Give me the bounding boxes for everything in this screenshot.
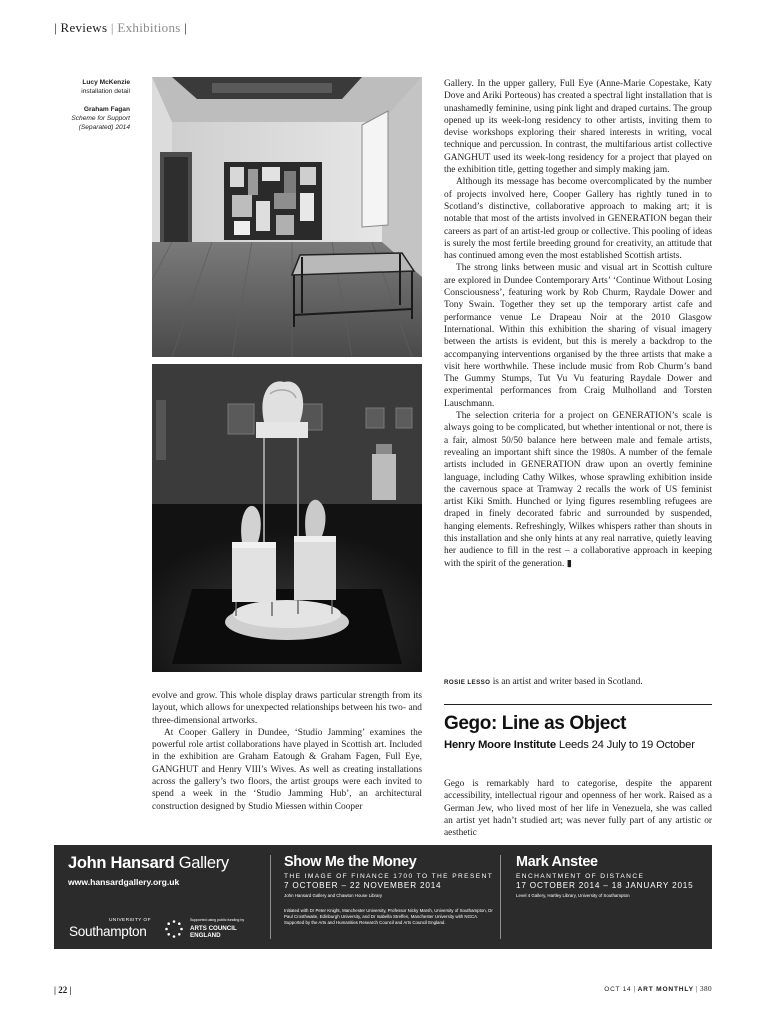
sculpture-photo bbox=[152, 364, 422, 672]
gallery-advert bbox=[54, 845, 712, 949]
article-paragraph: The strong links between music and visual art in Scottish culture are explored in Dundee Contemporary Arts’ ‘Continue Without Losing Consciousness’, featuring work by Rob Churm, Raydale Dower and Tony Swain. Together they set up the temporary artist cafe and performance venue Le Drapeau Noir at the 2010 Glasgow International. Within this exhibition the sharing of visual imagery between the artists is evident, but this is merely a backdrop to the accompanying interventions organised by the three artists that make a visit here worthwhile. These include music from Rob Churm’s band The Gummy Stumps, Tut Vu Vu featuring Raydale Dower and experimental performances from Craig Mulholland and Torsten Lauschmann. bbox=[444, 263, 712, 409]
page-footer bbox=[604, 985, 712, 993]
article-paragraph: At Cooper Gallery in Dundee, ‘Studio Jamming’ examines the powerful role artist collaborations have played in Scottish art. Included in the exhibition are Graham Eatough & Graham Fagen, Full Eye, GANGHUT and Henry VIII’s Wives. As well as creating installations across the gallery’s two floors, the artist groups were each invited to spend a week in the ‘Studio Jamming Hub’, an architectural construction designed by Studio Miessen within Cooper bbox=[152, 727, 422, 812]
article-paragraph: evolve and grow. This whole display draws particular strength from its layout, which allows for unexpected relationships between his two- and three-dimensional artworks. bbox=[152, 691, 422, 726]
caption-artist: Graham Fagan bbox=[83, 106, 130, 113]
advert-show-title: Show Me the Money bbox=[284, 854, 417, 870]
caption-work-title: Scheme for Support bbox=[71, 115, 130, 122]
magazine-name: ART MONTHLY bbox=[637, 986, 694, 993]
advert-show-venue: John Hansard Gallery and Chawton House Library bbox=[284, 893, 383, 898]
review-dates: Leeds 24 July to 19 October bbox=[555, 739, 695, 751]
installation-photo bbox=[152, 77, 422, 357]
header-bar-open: | bbox=[54, 20, 57, 35]
arts-council-tagline: Supported using public funding by bbox=[190, 918, 245, 922]
advert-divider bbox=[270, 855, 271, 939]
review-venue: Henry Moore Institute bbox=[444, 739, 556, 751]
header-bar-close: | bbox=[184, 20, 188, 35]
author-bio bbox=[444, 676, 712, 689]
review-divider bbox=[444, 704, 712, 705]
advert-show-credits: Initiated with Dr Peter Knight, Manchester University, Professor Nicky Marsh, University of Southampton, Dr Paul Crosthwaite, Edinburgh University, and Dr Isabella Streffen, Manchester University with NGCA. Supported by the Arts and Humanities Research Council and Arts Council England. bbox=[284, 908, 493, 925]
issue-number: 380 bbox=[700, 985, 712, 993]
arts-council-icon bbox=[164, 919, 184, 939]
advert-gallery-name-rest: Gallery bbox=[174, 854, 229, 872]
advert-show-subtitle: THE IMAGE OF FINANCE 1700 TO THE PRESENT bbox=[284, 873, 494, 880]
advert-show-title: Mark Anstee bbox=[516, 854, 598, 870]
article-paragraph: The selection criteria for a project on GENERATION’s scale is always going to be complicated, but whether intentional or not, there is a fair, almost 50/50 balance here between male and female artists, revealing an important shift since the 1980s. A number of the female artists included in GENERATION draw upon an overtly feminine language, including Cathy Wilkes, whose sprawling exhibition inside the cavernous space at Tramway 2 recalls the work of US feminist artist Kiki Smith. Hunched or lying figures resembling refugees are draped in finely decorated fabric and surrounded by suspended, hanging elements. Refreshingly, Wilkes whispers rather than shouts in this installation and she only hints at any real narrative, quietly leaving her audience to fill in the rest – a collaborative approach in keeping with the spirit of the generation. ▮ bbox=[444, 411, 712, 569]
arts-council-logo: ARTS COUNCIL ENGLAND bbox=[190, 925, 237, 939]
advert-gallery-name-bold: John Hansard bbox=[68, 854, 175, 872]
article-paragraph: Although its message has become overcomplicated by the number of projects involved here, Cooper Gallery has rightly tuned in to Scotland’s distinctive, collaborative approach to making art; it is notable that most of the artists involved in GENERATION began their careers as part of an artist-led group or collective. This pooling of ideas is surely the most fertile breeding ground for creativity, an attitude that has continued among even the most established Scottish artists. bbox=[444, 177, 712, 262]
section-header bbox=[54, 20, 187, 36]
advert-show-panel bbox=[284, 845, 494, 949]
review-body bbox=[444, 778, 712, 839]
advert-show-dates: 17 OCTOBER 2014 – 18 JANUARY 2015 bbox=[516, 881, 694, 890]
advert-gallery-name bbox=[68, 854, 229, 873]
page-number: | 22 | bbox=[54, 985, 72, 995]
article-column-right bbox=[444, 78, 712, 570]
review-subtitle bbox=[444, 739, 695, 751]
header-section-reviews: Reviews bbox=[60, 20, 108, 35]
university-logo: Southampton bbox=[69, 924, 147, 939]
review-title: Gego: Line as Object bbox=[444, 713, 627, 734]
issue-date: OCT 14 bbox=[604, 986, 632, 993]
author-name: ROSIE LESSO bbox=[444, 679, 491, 686]
university-logo-small: UNIVERSITY OF bbox=[109, 918, 151, 923]
article-column-left bbox=[152, 690, 422, 813]
advert-show-panel bbox=[516, 845, 706, 949]
advert-gallery-panel bbox=[68, 845, 268, 949]
author-bio-text: is an artist and writer based in Scotland. bbox=[490, 677, 643, 687]
advert-show-dates: 7 OCTOBER – 22 NOVEMBER 2014 bbox=[284, 881, 442, 890]
header-separator: | bbox=[110, 20, 114, 35]
advert-show-venue: Level 4 Gallery, Hartley Library, University of Southampton bbox=[516, 893, 630, 898]
article-paragraph: Gego is remarkably hard to categorise, despite the apparent accessibility, intellectual rigour and openness of her work. Raised as a German Jew, who lived most of her life in Venezuela, she was called an artist yet hadn’t studied art; was never fully part of any artistic or aesthetic bbox=[444, 779, 712, 839]
article-paragraph: Gallery. In the upper gallery, Full Eye (Anne-Marie Copestake, Katy Dove and Ariki Porteous) has created a spectral light installation that is unashamedly feminine, using pink light and draped curtains. The group opened up its week-long residency to other artists, inviting them to devise workshops exploring their shared interests in writing, vocal technique and percussion. In contrast, the multifarious artist collective GANGHUT used its week-long residency for a project that played on the exhibition title, getting together and simply making jam. bbox=[444, 79, 712, 176]
advert-gallery-url[interactable]: www.hansardgallery.org.uk bbox=[68, 877, 180, 887]
footer-separator: | bbox=[631, 985, 638, 993]
footer-separator: | bbox=[693, 985, 701, 993]
caption-work-title-cont: (Separated) 2014 bbox=[78, 124, 130, 131]
caption-artist: Lucy McKenzie bbox=[82, 79, 130, 86]
caption-description: installation detail bbox=[81, 88, 130, 95]
image-captions bbox=[40, 78, 130, 132]
header-section-exhibitions: Exhibitions bbox=[117, 20, 181, 35]
advert-show-subtitle: ENCHANTMENT OF DISTANCE bbox=[516, 873, 645, 880]
advert-divider bbox=[500, 855, 501, 939]
